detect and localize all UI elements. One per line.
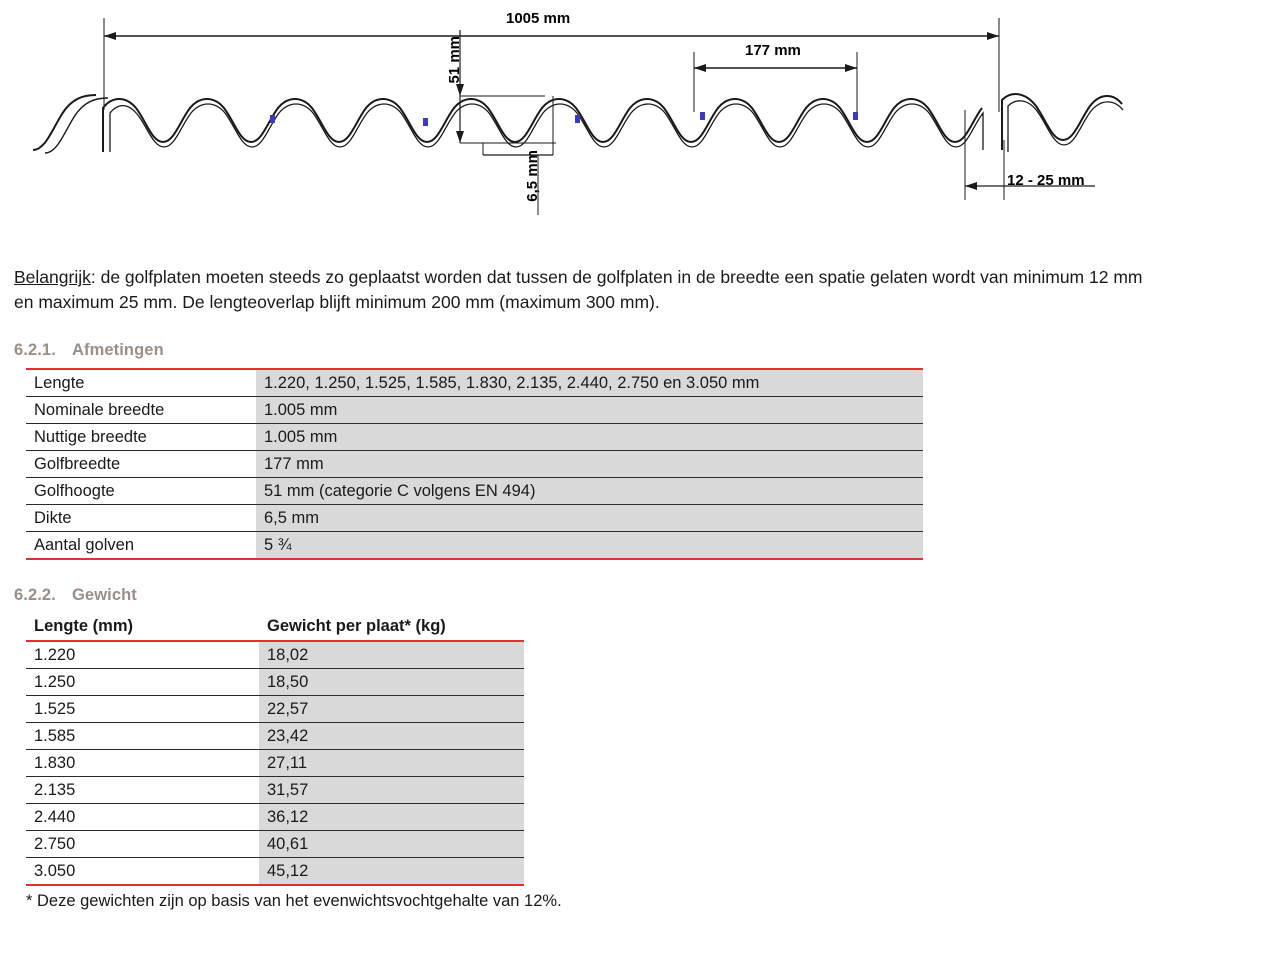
arrow-height-down [456,131,464,143]
cell-gewicht: 23,42 [259,723,524,750]
marker-tick [423,118,428,126]
important-note [14,265,1164,315]
section-number-afmetingen: 6.2.1. [14,341,56,359]
cell-lengte: 1.830 [26,750,259,777]
table-row [26,451,923,478]
important-note-lead: Belangrijk [14,267,91,287]
arrow-total-left [104,32,116,40]
cell-gewicht: 40,61 [259,831,524,858]
cell-gewicht: 31,57 [259,777,524,804]
table-header-row [26,613,524,641]
cell-gewicht: 18,02 [259,641,524,669]
document-content [0,265,1284,911]
column-header-lengte: Lengte (mm) [26,613,259,641]
cell-lengte: 2.135 [26,777,259,804]
row-value: 1.220, 1.250, 1.525, 1.585, 1.830, 2.135, 2.440, 2.750 en 3.050 mm [256,369,923,397]
arrow-wave-right [845,64,857,72]
row-value: 6,5 mm [256,505,923,532]
table-row [26,669,524,696]
cell-lengte: 1.585 [26,723,259,750]
table-row [26,858,524,886]
drawing-svg [0,0,1284,265]
arrow-height-up [456,84,464,96]
section-title-gewicht: Gewicht [72,586,137,604]
table-row [26,831,524,858]
arrow-total-right [987,32,999,40]
row-label: Golfbreedte [26,451,256,478]
row-label: Dikte [26,505,256,532]
arrow-wave-left [694,64,706,72]
dimension-label-wave-width: 177 mm [745,42,801,59]
table-row [26,532,923,560]
arrow-gap [965,182,977,190]
cell-lengte: 1.250 [26,669,259,696]
column-header-gewicht: Gewicht per plaat* (kg) [259,613,524,641]
section-heading-gewicht [14,586,1270,605]
cell-lengte: 1.220 [26,641,259,669]
table-row [26,777,524,804]
dimension-label-thickness: 6,5 mm [524,150,541,202]
row-label: Lengte [26,369,256,397]
footnote: * Deze gewichten zijn op basis van het evenwichtsvochtgehalte van 12%. [26,892,562,910]
cell-lengte: 3.050 [26,858,259,886]
table-row [26,397,923,424]
table-row [26,369,923,397]
marker-tick [700,112,705,120]
row-label: Aantal golven [26,532,256,560]
table-afmetingen [26,368,923,560]
dimension-label-total-width: 1005 mm [506,10,571,27]
section-heading-afmetingen [14,341,1270,360]
marker-tick [853,112,858,120]
table-row [26,723,524,750]
table-gewicht [26,613,524,886]
marker-tick [270,115,275,123]
table-row [26,478,923,505]
section-title-afmetingen: Afmetingen [72,341,164,359]
cell-lengte: 2.440 [26,804,259,831]
row-value: 177 mm [256,451,923,478]
profile-outer-top [103,99,982,152]
important-note-rest: : de golfplaten moeten steeds zo geplaatst worden dat tussen de golfplaten in de breedte een spatie gelaten wordt van minimum 12 mm en maximum 25 mm. De lengteoverlap blijft minimum 200 mm (maximum 300 mm). [14,267,1143,312]
cell-gewicht: 45,12 [259,858,524,886]
table-row [26,750,524,777]
row-label: Golfhoogte [26,478,256,505]
profile-right-sheet-inner [1008,101,1123,152]
table-row [26,505,923,532]
cell-gewicht: 27,11 [259,750,524,777]
table-row [26,641,524,669]
row-label: Nominale breedte [26,397,256,424]
cell-gewicht: 22,57 [259,696,524,723]
table-row [26,804,524,831]
corrugated-sheet-drawing [0,0,1284,265]
cell-lengte: 1.525 [26,696,259,723]
table-row [26,424,923,451]
cell-gewicht: 36,12 [259,804,524,831]
row-label: Nuttige breedte [26,424,256,451]
section-number-gewicht: 6.2.2. [14,586,56,604]
dimension-label-wave-height: 51 mm [446,36,463,84]
row-value: 1.005 mm [256,397,923,424]
cell-gewicht: 18,50 [259,669,524,696]
row-value: 1.005 mm [256,424,923,451]
cell-lengte: 2.750 [26,831,259,858]
marker-tick [575,115,580,123]
row-value: 5 ¾ [256,532,923,560]
table-row [26,696,524,723]
dimension-label-spacing: 12 - 25 mm [1007,172,1085,189]
row-value: 51 mm (categorie C volgens EN 494) [256,478,923,505]
